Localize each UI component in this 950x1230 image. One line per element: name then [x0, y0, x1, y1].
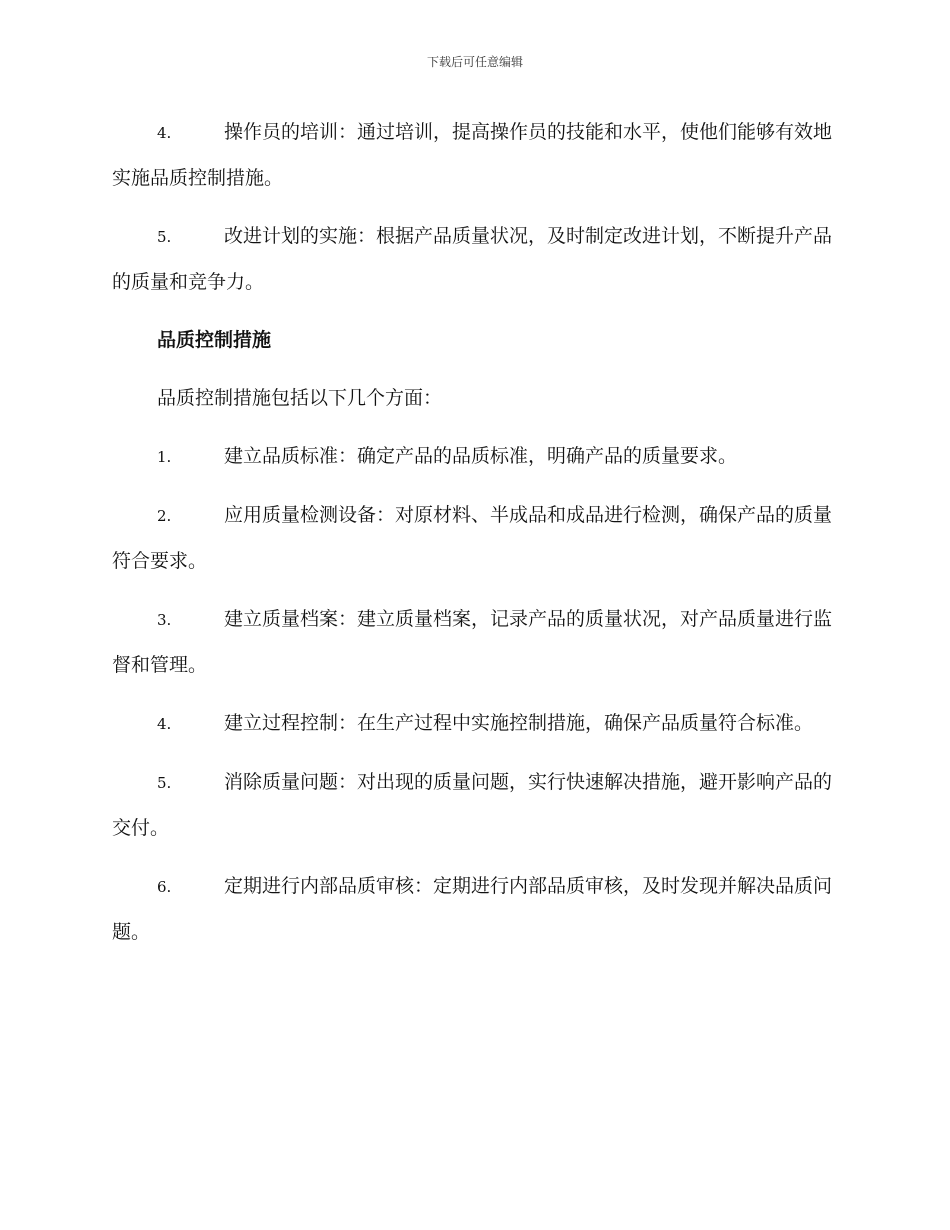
list-item	[112, 597, 832, 688]
list-item-number: 2.	[157, 507, 172, 525]
list-item-text: 定期进行内部品质审核：定期进行内部品质审核，及时发现并解决品质问题。	[112, 875, 833, 943]
list-item-number: 6.	[157, 878, 172, 896]
list-item-text: 建立过程控制：在生产过程中实施控制措施，确保产品质量符合标准。	[224, 712, 814, 734]
list-item	[112, 701, 832, 747]
list-item	[112, 110, 832, 201]
list-item-text: 操作员的培训：通过培训，提高操作员的技能和水平，使他们能够有效地实施品质控制措施。	[112, 121, 833, 189]
list-item-number: 4.	[157, 715, 172, 733]
section-intro: 品质控制措施包括以下几个方面：	[157, 387, 443, 409]
document-body	[112, 110, 832, 968]
list-item-text: 应用质量检测设备：对原材料、半成品和成品进行检测，确保产品的质量符合要求。	[112, 504, 833, 572]
list-item-number: 5.	[157, 228, 172, 246]
list-item	[112, 760, 832, 851]
list-item-text: 改进计划的实施：根据产品质量状况，及时制定改进计划，不断提升产品的质量和竞争力。	[112, 225, 833, 293]
list-item	[112, 864, 832, 955]
list-item	[112, 214, 832, 305]
list-item-text: 消除质量问题：对出现的质量问题，实行快速解决措施，避开影响产品的交付。	[112, 771, 833, 839]
page-header: 下载后可任意编辑	[426, 55, 523, 69]
list-item-number: 3.	[157, 611, 172, 629]
list-item	[112, 493, 832, 584]
list-item	[112, 434, 832, 480]
list-item-text: 建立质量档案：建立质量档案，记录产品的质量状况，对产品质量进行监督和管理。	[112, 608, 833, 676]
list-item-number: 5.	[157, 774, 172, 792]
list-item-number: 1.	[157, 448, 172, 466]
section-heading: 品质控制措施	[157, 329, 272, 351]
list-item-text: 建立品质标准：确定产品的品质标准，明确产品的质量要求。	[224, 445, 738, 467]
list-item-number: 4.	[157, 124, 172, 142]
